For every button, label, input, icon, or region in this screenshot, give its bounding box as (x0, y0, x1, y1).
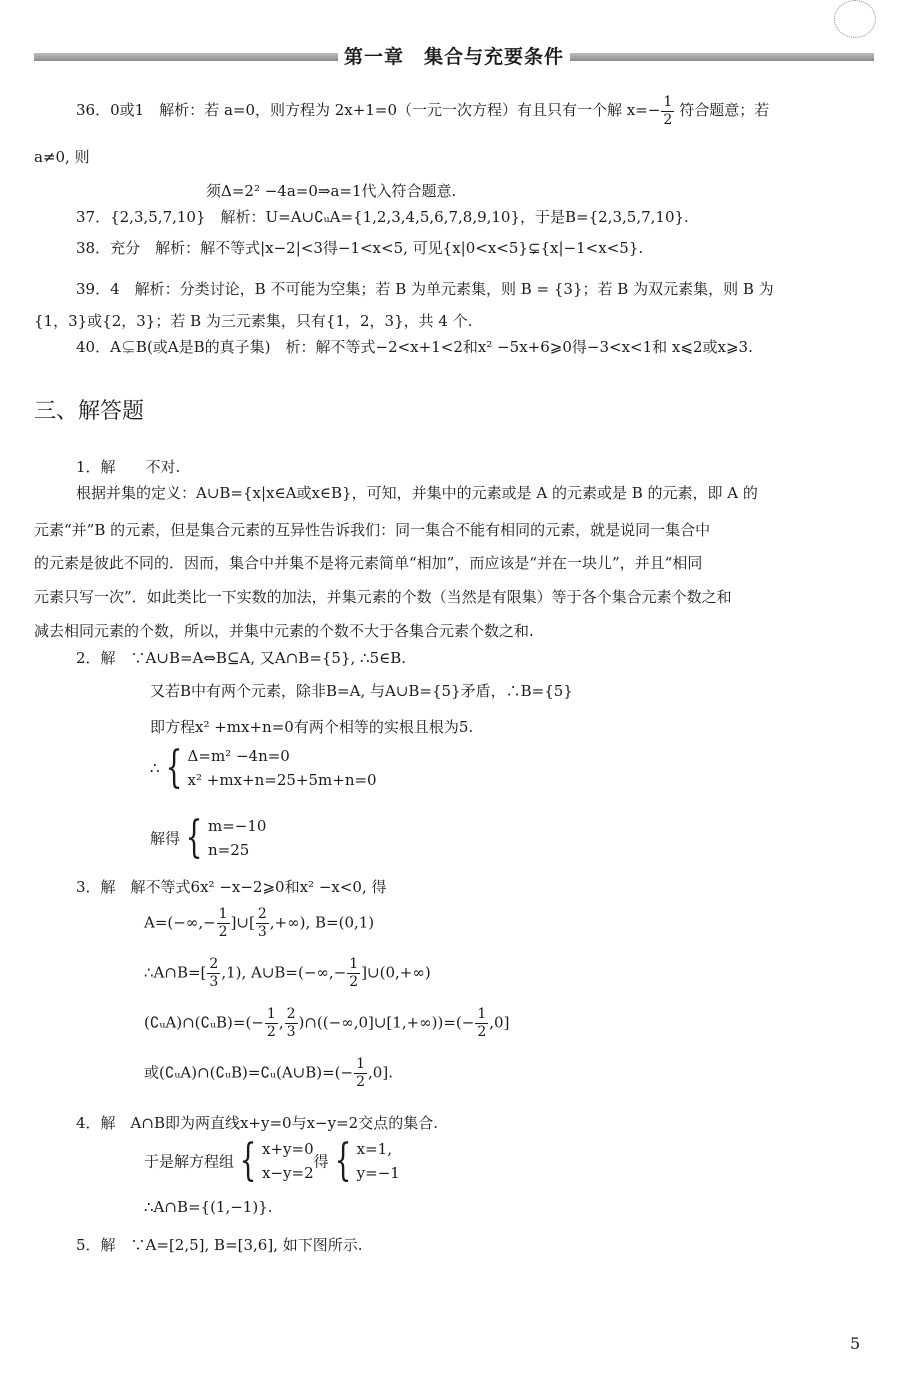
a1-line4: 的元素是彼此不同的．因而，集合中并集不是将元素简单“相加”，而应该是“并在一块儿”，并且“相同 (34, 554, 703, 572)
a2-line3: 即方程x² +mx+n=0有两个相等的实根且根为5. (150, 718, 474, 736)
a1-line3: 元素“并”B 的元素，但是集合元素的互异性告诉我们：同一集合不能有相同的元素，就是说同一集合中 (34, 521, 711, 539)
a3-line1: 3．解 解不等式6x² −x−2⩾0和x² −x<0, 得 (76, 878, 387, 896)
a1-line2: 根据并集的定义：A∪B={x|x∈A或x∈B}，可知，并集中的元素或是 A 的元素或是 B 的元素，即 A 的 (76, 484, 758, 502)
page-number: 5 (850, 1334, 861, 1353)
a1-line6: 减去相同元素的个数，所以，并集中元素的个数不大于各集合元素个数之和. (34, 622, 534, 640)
a4-system: 于是解方程组 { x+y=0 x−y=2 得 { x=1, y=−1 (144, 1135, 400, 1186)
a1-line5: 元素只写一次”．如此类比一下实数的加法，并集元素的个数（当然是有限集）等于各个集合元素个数之和 (34, 588, 732, 606)
left-brace-icon: { (239, 1135, 257, 1186)
q36-fraction: $\frac{1}{2}$ (663, 93, 673, 128)
a2-line2: 又若B中有两个元素，除非B=A, 与A∪B={5}矛盾，∴B={5} (150, 682, 573, 700)
a2-system1: ∴ { Δ=m² −4n=0 x² +mx+n=25+5m+n=0 (150, 742, 377, 793)
a2-system2: 解得 { m=−10 n=25 (150, 812, 267, 863)
left-brace-icon: { (334, 1135, 352, 1186)
corner-ornament (834, 0, 876, 38)
a5-line1: 5．解 ∵A=[2,5], B=[3,6], 如下图所示. (76, 1236, 363, 1254)
chapter-title: 第一章 集合与充要条件 (0, 42, 908, 69)
left-brace-icon: { (165, 742, 182, 793)
q39-line2: {1，3}或{2，3}；若 B 为三元素集，只有{1，2，3}，共 4 个. (34, 312, 473, 330)
a3-line4: (∁ᵤA)∩(∁ᵤB)=(− $\frac{1}{2}$ , $\frac{2}{3}$ )∩((−∞,0]∪[1,+∞))=(− $\frac{1}{2}$ ,0] (144, 1006, 510, 1040)
left-brace-icon: { (185, 812, 203, 863)
a3-line5: 或(∁ᵤA)∩(∁ᵤB)=∁ᵤ(A∪B)=(− $\frac{1}{2}$ ,0]. (144, 1056, 393, 1090)
a3-line3: ∴A∩B=[ $\frac{2}{3}$ ,1), A∪B=(−∞,− $\frac{1}{2}$ ]∪(0,+∞) (144, 956, 431, 990)
q40-line: 40．A⊊B(或A是B的真子集) 析：解不等式−2<x+1<2和x² −5x+6⩾0得−3<x<1和 x⩽2或x⩾3. (76, 338, 753, 356)
q36-line3: 须Δ=2² −4a=0⇒a=1代入符合题意. (206, 182, 457, 200)
a3-line2: A=(−∞,− $\frac{1}{2}$ ]∪[ $\frac{2}{3}$ ,+∞), B=(0,1) (144, 906, 375, 940)
a4-line1: 4．解 A∩B即为两直线x+y=0与x−y=2交点的集合. (76, 1114, 438, 1132)
a4-line3: ∴A∩B={(1,−1)}. (144, 1198, 273, 1216)
q37-line: 37．{2,3,5,7,10} 解析：U=A∪∁ᵤA={1,2,3,4,5,6,7,8,9,10}，于是B={2,3,5,7,10}. (76, 208, 689, 226)
q39-line1: 39．4 解析：分类讨论，B 不可能为空集；若 B 为单元素集，则 B = {3}；若 B 为双元素集，则 B 为 (76, 280, 774, 298)
q36-line1: 36．0或1 解析：若 a=0，则方程为 2x+1=0（一元一次方程）有且只有一个解 x=− $\frac{1}{2}$ 符合题意；若 (76, 93, 770, 128)
section-title: 三、解答题 (34, 399, 145, 424)
q38-line: 38．充分 解析：解不等式|x−2|<3得−1<x<5, 可见{x|0<x<5}⊊{x|−1<x<5}. (76, 239, 644, 257)
a2-line1: 2．解 ∵A∪B=A⇔B⊆A, 又A∩B={5}, ∴5∈B. (76, 649, 407, 667)
q36-line2: a≠0, 则 (34, 148, 90, 166)
a1-line1: 1．解 不对. (76, 458, 181, 476)
